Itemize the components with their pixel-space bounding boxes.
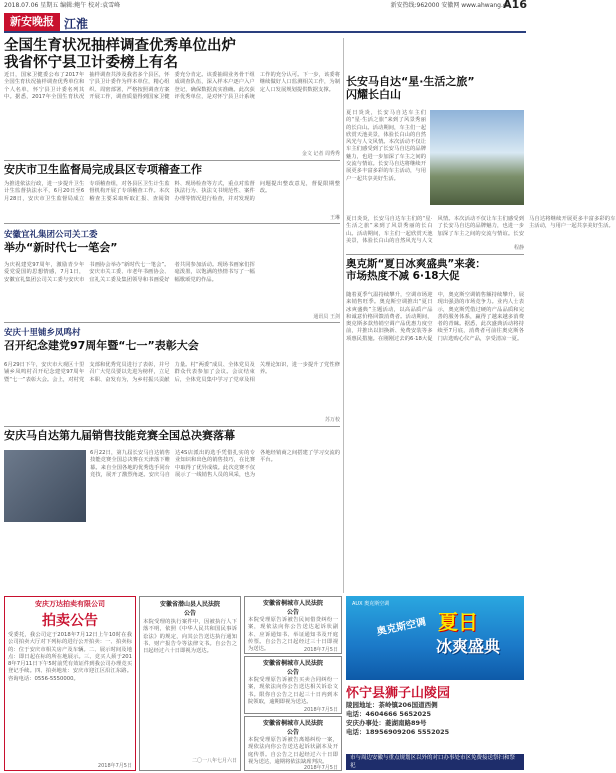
cemetery-ad xyxy=(346,682,524,770)
article-2-body: 为推进依法行政，进一步提升卫生计生监督执法水平，6月20日至6月28日，安庆市卫生监督局成立专项稽查组，对各县区卫生计生监督机构开展了专项稽查工作。本次稽查主要采取听取汇报、查阅资料、现场检查等方式，重点对监督执法行为、执法文书规范性、案件办理等情况进行检查，并对发现的问题提出整改意见，督促限期整改。 xyxy=(4,181,340,202)
article-4-subtitle: 安庆十里铺乡凤鸣村 xyxy=(4,328,81,338)
article-5-headline xyxy=(4,430,340,446)
court-notice-1-date: 二〇一八年七月六日 xyxy=(191,758,237,764)
cemetery-office-phone: 电话：18956909206 5552025 xyxy=(346,728,450,736)
aux-banner-slogan: 奥克斯空调 xyxy=(375,616,428,639)
court-notice-2-date: 2018年7月5日 xyxy=(303,647,338,653)
article-5-title: 安庆马自达第九届销售技能竞赛全国总决赛落幕 xyxy=(4,429,235,442)
court-notice-2 xyxy=(244,596,342,654)
court-notice-1 xyxy=(139,596,241,771)
article-6-credit: 程静 xyxy=(513,245,524,251)
court-notice-4-date: 2018年7月5日 xyxy=(303,765,338,771)
article-1-headline xyxy=(4,38,340,71)
divider xyxy=(346,254,524,255)
cemetery-address: 陵园地址：茶岭镇206国道西侧 xyxy=(346,701,438,709)
article-1-title: 全国生育状况抽样调查优秀单位出炉 我省怀宁县卫计委榜上有名 xyxy=(4,38,236,71)
article-5-body: 6月22日，第九届长安马自达销售技能竞赛全国总决赛在天津落下帷幕。来自全国各地的优秀选手同台竞技，展开了激烈角逐。安庆马自达4S店派出的选手凭借扎实的专业知识和出色的销售技巧，在比赛中取得了优异成绩。此次竞赛不仅展示了一线销售人员的风采，也为各地经销商之间搭建了学习交流的平台。 xyxy=(90,450,340,478)
article-7-body: 随着夏季气温持续攀升，空调市场迎来销售旺季。奥克斯空调推出“夏日冰爽盛典”主题活动，以高品质产品和诚意价格回馈消费者。活动期间，奥克斯多款热销空调产品优惠力度空前，并推出以旧换新、免费安装等多项惠民措施。在刚刚过去的6·18大促中，奥克斯空调销售额持续攀升，展现出强劲的市场竞争力。业内人士表示，奥克斯凭借过硬的产品品质和完善的服务体系，赢得了越来越多消费者的青睐。据悉，此次盛典活动将持续至7月底，消费者可前往奥克斯各门店选购心仪产品，享受清凉一夏。 xyxy=(346,292,524,342)
masthead xyxy=(4,13,526,33)
article-1-body: 近日，国家卫健委公布了2017年全国生育状况抽样调查优秀单位和个人名单，怀宁县卫计委名列其中。据悉，2017年全国生育状况抽样调查共涉及我省多个县区，怀宁县卫计委作为样本单位，精心组织、周密部署，严格按照调查方案开展工作，调查质量得到国家卫健委充分肯定。该委抽调业务骨干组成调查队伍，深入样本户逐户入户登记，确保数据真实准确。此次获评优秀单位，是对怀宁县卫计系统工作的充分认可。下一步，该委将继续做好人口监测相关工作，为制定人口发展规划提供数据支撑。 xyxy=(4,72,340,100)
auction-company: 安庆万达拍卖有限公司 xyxy=(35,600,105,608)
cemetery-office: 安庆办事处：菱湖南路89号 xyxy=(346,719,427,727)
article-4-headline xyxy=(4,326,340,358)
auction-body: 受委托，我公司定于2018年7月12日上午10时在我公司拍卖大厅对下列标的进行公开拍卖：一、拍卖标的：位于安庆市相关房产及车辆。二、展示时间及地点：即日起在标的所在地展示。三、竞买人须于2018年7月11日下午5时前凭有效证件到我公司办理竞买登记手续。四、拍卖地址：安庆市迎江区沿江东路。咨询电话：0556-5550000。 xyxy=(8,632,132,682)
article-1-credit: 金文 记者 周秀秀 xyxy=(301,151,340,157)
article-7-title: 奥克斯“夏日冰爽盛典”来袭： 市场热度不减 6·18大促 xyxy=(346,258,486,283)
auction-notice xyxy=(4,596,136,771)
court-notice-2-title: 安徽省桐城市人民法院 公告 xyxy=(262,600,323,616)
auction-headline: 拍卖公告 xyxy=(42,613,98,629)
article-6-body: 夏日炎炎，长安马自达车主们的“星·生活之旅”来到了风景秀丽的长白山。活动期间，车主们一起欣赏天池美景，体验长白山的自然风光与人文风情。本次活动不仅让车主们感受到了长安马自达的品牌魅力，也进一步加深了车主之间的交流与情谊。长安马自达将继续开展更多丰富多彩的车主活动，与用户一起共享美好生活。 xyxy=(346,110,426,182)
issue-date-line: 2018.07.06 星期五 编辑:鲍午 校对:袁雪峰 xyxy=(4,2,121,9)
article-2-title: 安庆市卫生监督局完成县区专项稽查工作 xyxy=(4,163,202,176)
court-notice-3 xyxy=(244,656,342,714)
divider xyxy=(4,160,340,161)
divider xyxy=(4,426,340,427)
court-notice-4-body: 本院受理原告诉被告离婚纠纷一案，现依法向你公告送达起诉状副本及开庭传票。自公告之日起经过六十日即视为送达，逾期将依法缺席判决。 xyxy=(248,737,338,765)
article-6-headline xyxy=(346,76,524,106)
aux-brand-tag: AUX 奥克斯空调 xyxy=(352,601,390,607)
court-notice-3-title: 安徽省桐城市人民法院 公告 xyxy=(262,660,323,676)
sales-contest-photo xyxy=(4,450,86,522)
court-notice-3-body: 本院受理原告诉被告买卖合同纠纷一案，现依法向你公告送达相关诉讼文书。限你自公告之日起三十日内到本院领取，逾期即视为送达。 xyxy=(248,677,338,705)
article-3-body: 为庆祝建党97周年，激励青少年爱党爱国的思想情感，7月1日，安徽宜礼集团公司关工委与安庆市书画协会举办“新时代七一笔会”。安庆市关工委、市老年书画协会、宜礼关工委及集团领导和书画爱好者共同参加活动。现场书画家们挥毫泼墨，以饱满的热情书写了一幅幅歌颂党的作品。 xyxy=(4,262,255,283)
newspaper-logo: 新安晚报 xyxy=(4,13,60,31)
court-notice-2-body: 本院受理原告诉被告民间借贷纠纷一案，现依法向你公告送达起诉状副本、应诉通知书、举证通知书及开庭传票。自公告之日起经过三十日即视为送达。 xyxy=(248,617,338,653)
section-title: 江淮 xyxy=(64,17,89,31)
article-4-title: 召开纪念建党97周年暨“七一”表彰大会 xyxy=(4,339,199,352)
cemetery-title: 怀宁县狮子山陵园 xyxy=(346,686,451,701)
cemetery-footer: 市与周边安徽与重点规划区以外的对口办事处市区免费接送祭扫和祭祀 xyxy=(346,754,524,770)
aux-banner-ad[interactable] xyxy=(346,596,524,680)
article-6-title: 长安马自达“星·生活之旅” 闪耀长白山 xyxy=(346,75,475,101)
court-notice-1-body: 本院受理的执行案件中，因被执行人下落不明，依照《中华人民共和国民事诉讼法》的规定，向其公告送达执行通知书、财产报告令等法律文书。自公告之日起经过六十日即视为送达。 xyxy=(143,619,237,655)
article-3-subtitle: 安徽宜礼集团公司关工委 xyxy=(4,230,98,240)
article-2-headline xyxy=(4,164,340,178)
aux-banner-headline-2: 冰爽盛典 xyxy=(436,637,501,656)
article-4-credit: 苏万校 xyxy=(324,417,340,423)
article-3-title: 举办“新时代七一笔会” xyxy=(4,241,118,254)
divider xyxy=(4,223,340,224)
article-4-body: 6月29日下午，安庆市大观区十里铺乡凤鸣村召开纪念建党97周年暨“七一”表彰大会。会上，对村党支部和优秀党员进行了表彰，并号召广大党员要以先进为榜样，立足本职、奋发有为，为乡村振兴贡献力量。村“两委”成员、全体党员及群众代表参加了会议。会议结束后，全体党员集中学习了党章及相关理论知识，进一步提升了党性修养。 xyxy=(4,362,340,383)
court-notice-4-title: 安徽省桐城市人民法院 公告 xyxy=(262,720,323,736)
court-notice-4 xyxy=(244,716,342,771)
article-6-body-cont: 夏日炎炎，长安马自达车主们的“星·生活之旅”来到了风景秀丽的长白山。活动期间，车主们一起欣赏天池美景，体验长白山的自然风光与人文风情。本次活动不仅让车主们感受到了长安马自达的品牌魅力，也进一步加深了车主之间的交流与情谊。长安马自达将继续开展更多丰富多彩的车主活动，与用户一起共享美好生活。 xyxy=(346,216,616,244)
contact-line: 新安热线:962000 安徽网 www.ahwang.cn xyxy=(390,2,510,9)
article-3-credit: 通讯员 王剑 xyxy=(313,314,340,320)
court-notice-3-date: 2018年7月5日 xyxy=(303,707,338,713)
page-number: A16 xyxy=(503,0,527,11)
article-3-headline xyxy=(4,228,179,258)
article-2-credit: 王琳 xyxy=(329,215,340,221)
top-bar xyxy=(0,0,530,12)
auction-date: 2018年7月5日 xyxy=(97,763,132,769)
court-notice-1-title: 安徽省潜山县人民法院 公告 xyxy=(159,601,220,617)
column-divider xyxy=(343,38,344,593)
cemetery-phone: 电话：4604666 5652025 xyxy=(346,710,432,718)
changbai-mountain-photo xyxy=(430,110,524,205)
article-7-headline xyxy=(346,258,524,288)
divider xyxy=(4,322,340,323)
aux-banner-headline-1: 夏日 xyxy=(438,610,478,634)
